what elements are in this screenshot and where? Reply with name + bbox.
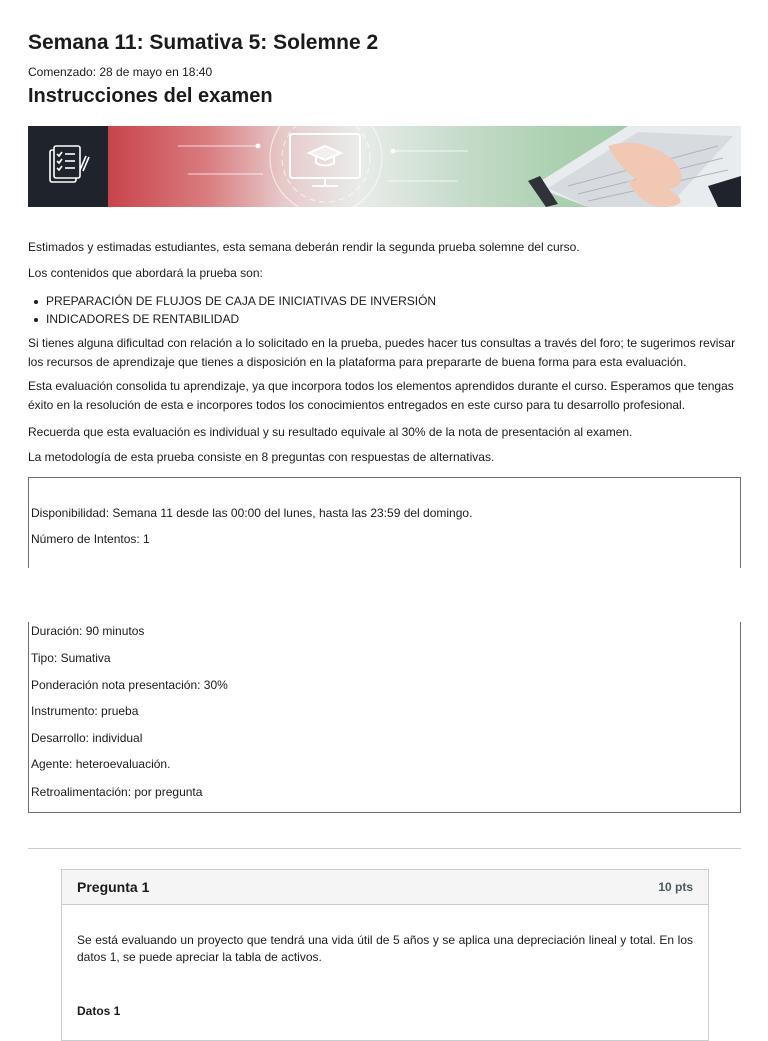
- intro-paragraph-5: Recuerda que esta evaluación es individual y su resultado equivale al 30% de la nota de presentación al examen.: [28, 425, 633, 439]
- exam-banner-image: [28, 126, 741, 207]
- banner-illustration: [28, 126, 741, 207]
- question-header: [62, 870, 708, 905]
- intro-paragraph-4: Esta evaluación consolida tu aprendizaje, ya que incorpora todos los elementos aprendidos durante el curso. Esperamos que tengas éxito en la resolución de esta e incorpores todos los conocimientos entregados en este curso para tu desarrollo profesional.: [28, 379, 734, 412]
- intro-paragraph-1: Estimados y estimadas estudiantes, esta semana deberán rendir la segunda prueba solemne del curso.: [28, 240, 580, 254]
- details-box-top: [28, 477, 741, 568]
- contents-list: [28, 292, 728, 328]
- intro-paragraph-3: Si tienes alguna dificultad con relación a lo solicitado en la prueba, puedes hacer tus consultas a través del foro; te sugerimos revisar los recursos de aprendizaje que tienes a disposición en la plataforma para prepararte de buena forma para esta evaluación.: [28, 336, 736, 369]
- question-data-heading: Datos 1: [77, 1004, 121, 1018]
- intro-paragraph-6: La metodología de esta prueba consiste en 8 preguntas con respuestas de alternativas.: [28, 450, 495, 464]
- type-text: Tipo: Sumativa: [31, 651, 111, 665]
- development-text: Desarrollo: individual: [31, 731, 143, 745]
- instructions-heading: Instrucciones del examen: [28, 85, 273, 107]
- feedback-text: Retroalimentación: por pregunta: [31, 785, 203, 799]
- list-item: PREPARACIÓN DE FLUJOS DE CAJA DE INICIATIVAS DE INVERSIÓN: [28, 292, 728, 310]
- question-points: 10 pts: [658, 880, 693, 894]
- exam-checklist-icon: [50, 146, 89, 182]
- started-timestamp: Comenzado: 28 de mayo en 18:40: [28, 65, 213, 79]
- duration-text: Duración: 90 minutos: [31, 624, 145, 638]
- question-card: [61, 869, 709, 1041]
- graduation-monitor-icon: [290, 134, 360, 186]
- question-text: Se está evaluando un proyecto que tendrá una vida útil de 5 años y se aplica una depreciación lineal y total. En los datos 1, se puede apreciar la tabla de activos.: [77, 933, 693, 964]
- instrument-text: Instrumento: prueba: [31, 704, 139, 718]
- section-divider: [28, 848, 741, 849]
- intro-paragraph-2: Los contenidos que abordará la prueba son:: [28, 266, 263, 280]
- page-title: Semana 11: Sumativa 5: Solemne 2: [28, 31, 379, 54]
- attempts-text: Número de Intentos: 1: [31, 532, 150, 546]
- availability-text: Disponibilidad: Semana 11 desde las 00:00 del lunes, hasta las 23:59 del domingo.: [31, 506, 473, 520]
- weight-text: Ponderación nota presentación: 30%: [31, 678, 228, 692]
- laptop-hands-image: [528, 126, 741, 207]
- list-item: INDICADORES DE RENTABILIDAD: [28, 310, 728, 328]
- agent-text: Agente: heteroevaluación.: [31, 757, 171, 771]
- question-title: Pregunta 1: [77, 879, 150, 895]
